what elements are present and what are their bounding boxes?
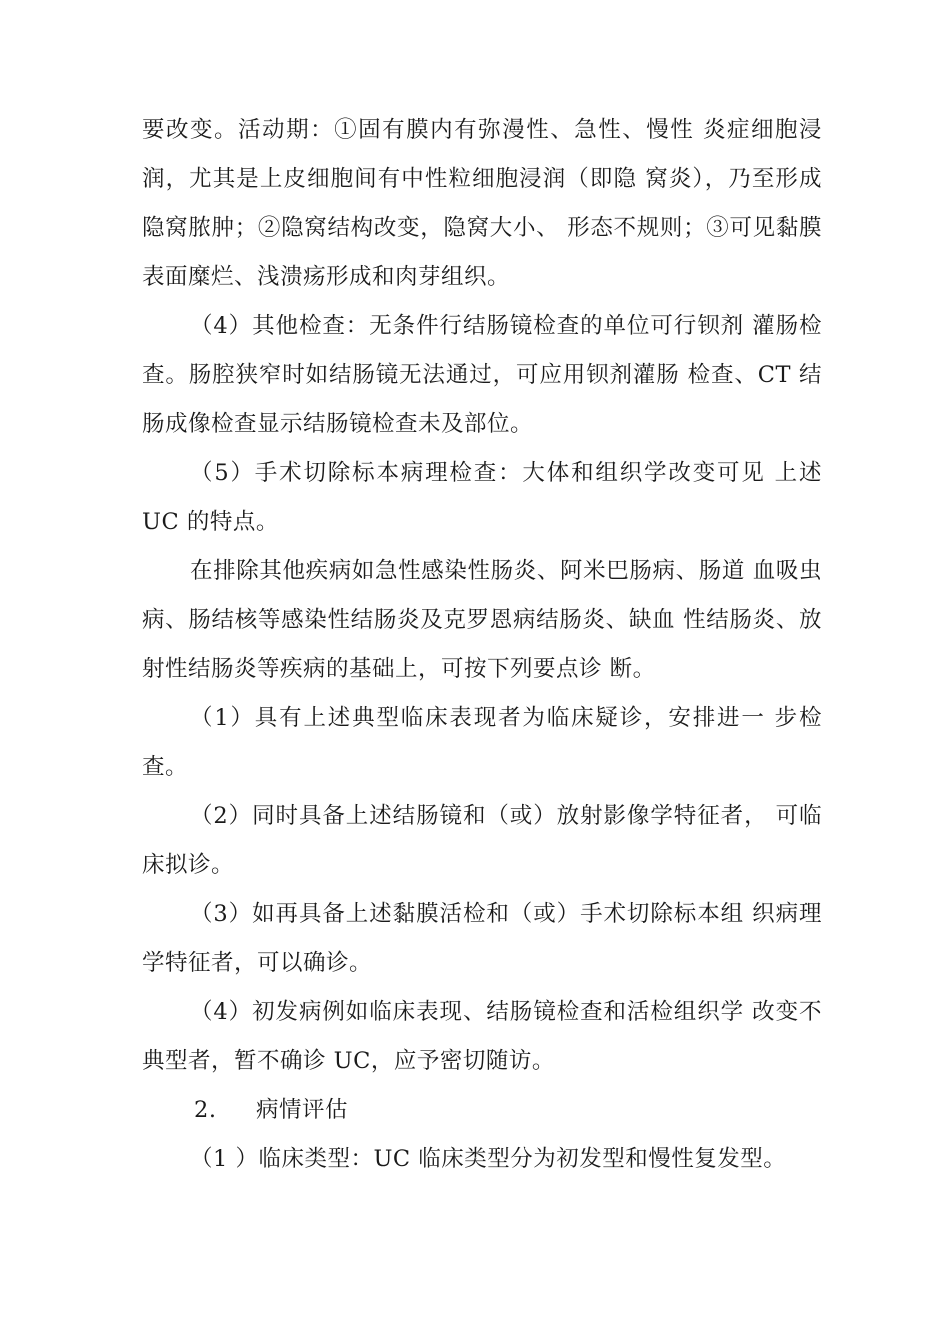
paragraph-point-4: （4）初发病例如临床表现、结肠镜检查和活检组织学 改变不典型者，暂不确诊 UC，应予密切随访。 xyxy=(142,999,822,1074)
paragraph-surgical-pathology: （5）手术切除标本病理检查：大体和组织学改变可见 上述 UC 的特点。 xyxy=(142,460,822,535)
paragraph-clinical-type: （1 ）临床类型：UC 临床类型分为初发型和慢性复发型。 xyxy=(190,1146,787,1172)
section-heading xyxy=(142,1086,822,1135)
section-title: 病情评估 xyxy=(256,1097,349,1123)
paragraph-point-3: （3）如再具备上述黏膜活检和（或）手术切除标本组 织病理学特征者，可以确诊。 xyxy=(142,901,822,976)
paragraph-other-exams: （4）其他检查：无条件行结肠镜检查的单位可行钡剂 灌肠检查。肠腔狭窄时如结肠镜无法通过，可应用钡剂灌肠 检查、CT 结肠成像检查显示结肠镜检查未及部位。 xyxy=(142,313,822,437)
section-number: 2. xyxy=(194,1097,217,1123)
document-page xyxy=(142,106,822,1184)
paragraph-point-1: （1）具有上述典型临床表现者为临床疑诊，安排进一 步检查。 xyxy=(142,705,822,780)
paragraph-exclusion-diagnosis: 在排除其他疾病如急性感染性肠炎、阿米巴肠病、肠道 血吸虫病、肠结核等感染性结肠炎及克罗恩病结肠炎、缺血 性结肠炎、放射性结肠炎等疾病的基础上，可按下列要点诊 断。 xyxy=(142,558,822,682)
paragraph-activity-phase: 要改变。活动期：①固有膜内有弥漫性、急性、慢性 炎症细胞浸润，尤其是上皮细胞间有中性粒细胞浸润（即隐 窝炎），乃至形成隐窝脓肿；②隐窝结构改变，隐窝大小、 形态不规则；③可见黏膜表面糜烂、浅溃疡形成和肉芽组织。 xyxy=(142,117,822,290)
paragraph-point-2: （2）同时具备上述结肠镜和（或）放射影像学特征者， 可临床拟诊。 xyxy=(142,803,822,878)
